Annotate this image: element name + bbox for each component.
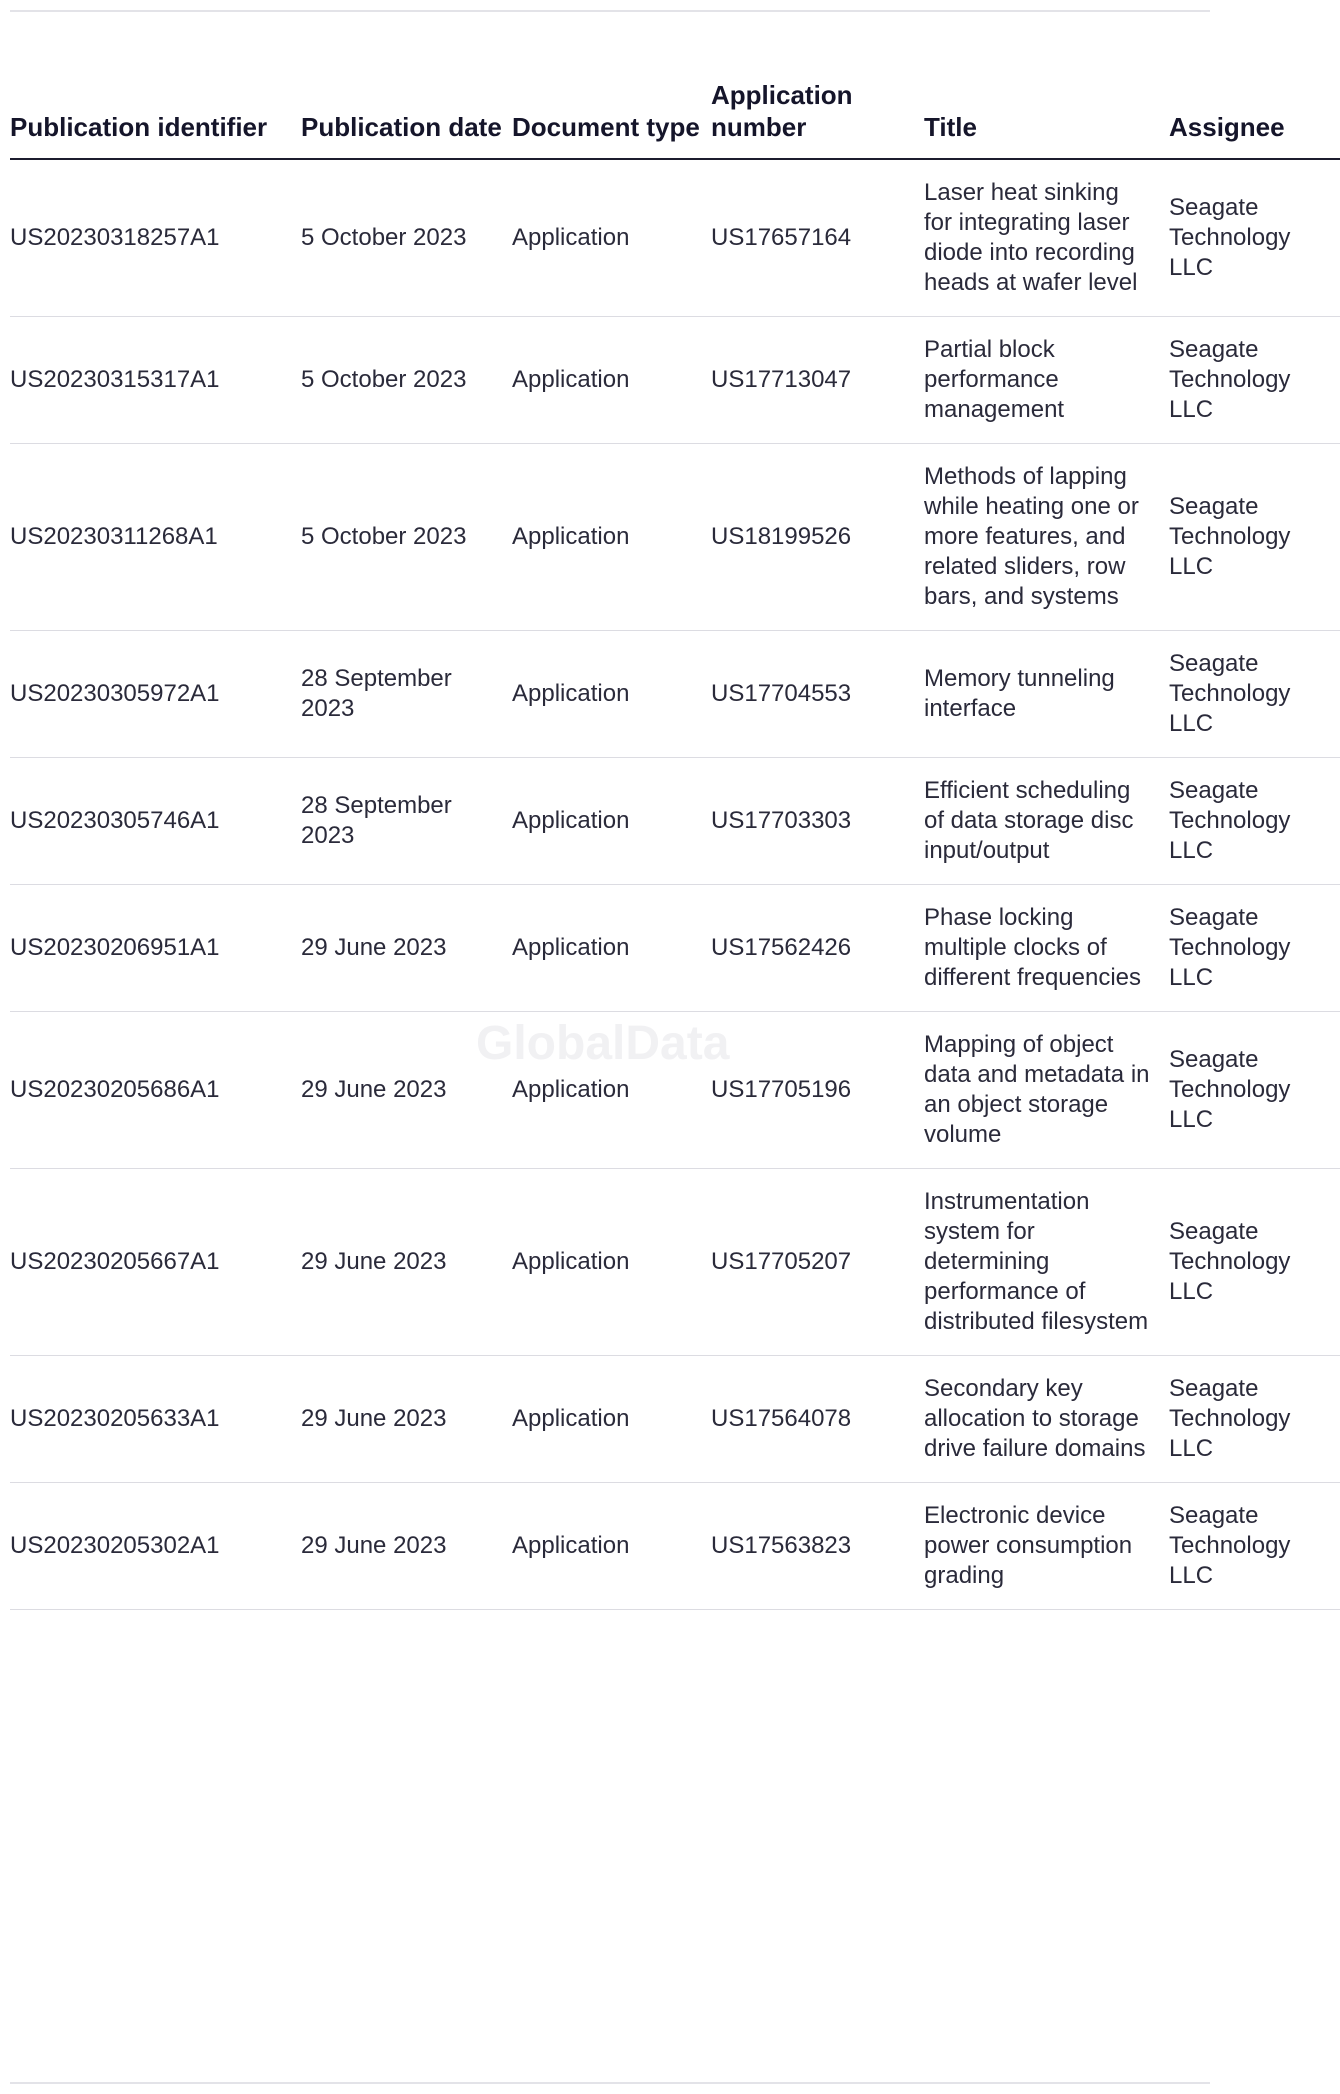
application-number-cell: US17657164 — [711, 159, 924, 317]
table-row — [10, 444, 1340, 631]
publication-identifier-cell: US20230205667A1 — [10, 1169, 301, 1356]
document-type-cell: Application — [512, 1356, 711, 1483]
document-type-cell: Application — [512, 317, 711, 444]
header-publication-identifier: Publication identifier — [10, 60, 301, 159]
publication-date-cell: 29 June 2023 — [301, 1169, 512, 1356]
document-type-cell: Application — [512, 631, 711, 758]
table-row — [10, 631, 1340, 758]
title-cell: Methods of lapping while heating one or more features, and related sliders, row bars, and systems — [924, 444, 1169, 631]
publication-date-cell: 29 June 2023 — [301, 1483, 512, 1610]
publication-identifier-cell: US20230305746A1 — [10, 758, 301, 885]
publication-date-cell: 28 September 2023 — [301, 758, 512, 885]
assignee-cell: Seagate Technology LLC — [1169, 1169, 1340, 1356]
publication-date-cell: 29 June 2023 — [301, 1012, 512, 1169]
publication-date-cell: 29 June 2023 — [301, 885, 512, 1012]
header-document-type: Document type — [512, 60, 711, 159]
table-row — [10, 885, 1340, 1012]
publication-date-cell: 5 October 2023 — [301, 444, 512, 631]
application-number-cell: US17713047 — [711, 317, 924, 444]
table-viewport — [10, 60, 1291, 1610]
publication-identifier-cell: US20230205686A1 — [10, 1012, 301, 1169]
title-cell: Instrumentation system for determining performance of distributed filesystem — [924, 1169, 1169, 1356]
assignee-cell: Seagate Technology LLC — [1169, 631, 1340, 758]
table-row — [10, 1356, 1340, 1483]
application-number-cell: US17704553 — [711, 631, 924, 758]
header-assignee: Assignee — [1169, 60, 1340, 159]
assignee-cell: Seagate Technology LLC — [1169, 317, 1340, 444]
publication-identifier-cell: US20230315317A1 — [10, 317, 301, 444]
application-number-cell: US17703303 — [711, 758, 924, 885]
assignee-cell: Seagate Technology LLC — [1169, 1012, 1340, 1169]
title-cell: Electronic device power consumption grading — [924, 1483, 1169, 1610]
bottom-divider — [10, 2082, 1210, 2084]
title-cell: Phase locking multiple clocks of different frequencies — [924, 885, 1169, 1012]
assignee-cell: Seagate Technology LLC — [1169, 885, 1340, 1012]
title-cell: Partial block performance management — [924, 317, 1169, 444]
table-row — [10, 1012, 1340, 1169]
assignee-cell: Seagate Technology LLC — [1169, 1483, 1340, 1610]
title-cell: Secondary key allocation to storage drive failure domains — [924, 1356, 1169, 1483]
assignee-cell: Seagate Technology LLC — [1169, 1356, 1340, 1483]
publication-identifier-cell: US20230205633A1 — [10, 1356, 301, 1483]
table-row — [10, 317, 1340, 444]
document-type-cell: Application — [512, 444, 711, 631]
document-type-cell: Application — [512, 1169, 711, 1356]
table-row — [10, 159, 1340, 317]
assignee-cell: Seagate Technology LLC — [1169, 159, 1340, 317]
title-cell: Efficient scheduling of data storage disc input/output — [924, 758, 1169, 885]
publication-identifier-cell: US20230206951A1 — [10, 885, 301, 1012]
assignee-cell: Seagate Technology LLC — [1169, 444, 1340, 631]
header-row — [10, 60, 1340, 159]
document-type-cell: Application — [512, 758, 711, 885]
application-number-cell: US17563823 — [711, 1483, 924, 1610]
application-number-cell: US17562426 — [711, 885, 924, 1012]
publication-identifier-cell: US20230311268A1 — [10, 444, 301, 631]
watermark: GlobalData — [476, 1017, 730, 1070]
publication-date-cell: 5 October 2023 — [301, 317, 512, 444]
title-cell: Mapping of object data and metadata in an object storage volume — [924, 1012, 1169, 1169]
application-number-cell: US18199526 — [711, 444, 924, 631]
table-row — [10, 1169, 1340, 1356]
title-cell: Memory tunneling interface — [924, 631, 1169, 758]
table-body — [10, 159, 1340, 1610]
assignee-cell: Seagate Technology LLC — [1169, 758, 1340, 885]
publication-identifier-cell: US20230305972A1 — [10, 631, 301, 758]
header-title: Title — [924, 60, 1169, 159]
title-cell: Laser heat sinking for integrating laser diode into recording heads at wafer level — [924, 159, 1169, 317]
patents-table — [10, 60, 1340, 1610]
document-type-cell: Application — [512, 1483, 711, 1610]
application-number-cell: US17564078 — [711, 1356, 924, 1483]
application-number-cell: US17705207 — [711, 1169, 924, 1356]
publication-date-cell: 29 June 2023 — [301, 1356, 512, 1483]
table-row — [10, 1483, 1340, 1610]
top-divider — [10, 10, 1210, 12]
document-type-cell: Application — [512, 159, 711, 317]
document-type-cell: Application — [512, 885, 711, 1012]
application-number-cell: US17705196 — [711, 1012, 924, 1169]
publication-date-cell: 28 September 2023 — [301, 631, 512, 758]
publication-date-cell: 5 October 2023 — [301, 159, 512, 317]
header-application-number: Application number — [711, 60, 924, 159]
table-row — [10, 758, 1340, 885]
document-type-cell: Application — [512, 1012, 711, 1169]
publication-identifier-cell: US20230318257A1 — [10, 159, 301, 317]
table-header — [10, 60, 1340, 159]
header-publication-date: Publication date — [301, 60, 512, 159]
publication-identifier-cell: US20230205302A1 — [10, 1483, 301, 1610]
